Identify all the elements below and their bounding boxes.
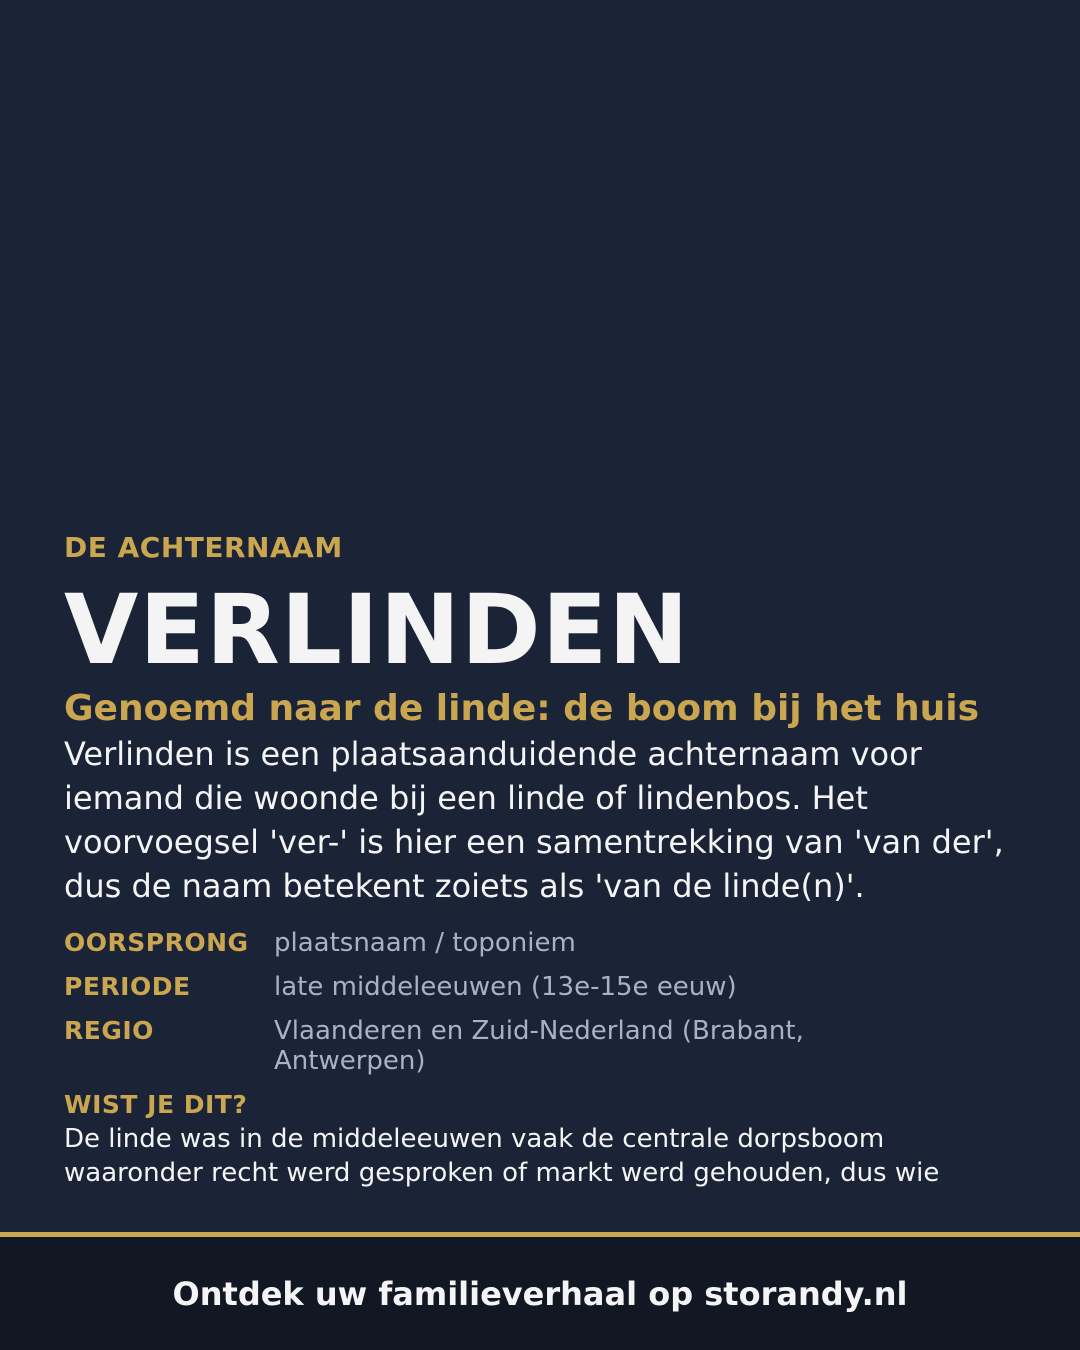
fact-row-period [64,972,1024,1002]
surname-description: Verlinden is een plaatsaanduidende achternaam voor iemand die woonde bij een linde of lindenbos. Het voorvoegsel 'ver-' is hier een samentrekking van 'van der', dus de naam betekent zoiets als 'van de linde(n)'. [64,735,1004,905]
fact-row-region [64,1016,1024,1076]
fact-value: Vlaanderen en Zuid-Nederland (Brabant, Antwerpen) [274,1016,804,1076]
fact-label: PERIODE [64,972,191,1001]
did-you-know-text: De linde was in de middeleeuwen vaak de centrale dorpsboom waaronder recht werd gesproken of markt werd gehouden, dus wie [64,1124,940,1188]
fact-label: REGIO [64,1016,154,1045]
surname-tagline: Genoemd naar de linde: de boom bij het huis [64,688,979,729]
footer-banner [0,1237,1080,1350]
surname-card [64,528,1024,1232]
fact-value: plaatsnaam / toponiem [274,928,576,958]
footer-cta: Ontdek uw familieverhaal op storandy.nl [172,1274,908,1313]
did-you-know-label: WIST JE DIT? [64,1090,248,1119]
surname-title: VERLINDEN [64,574,690,686]
fact-row-origin [64,928,1024,958]
facts-list [64,928,1024,1076]
eyebrow-label: DE ACHTERNAAM [64,531,343,564]
fact-value: late middeleeuwen (13e-15e eeuw) [274,972,737,1002]
fact-label: OORSPRONG [64,928,249,957]
